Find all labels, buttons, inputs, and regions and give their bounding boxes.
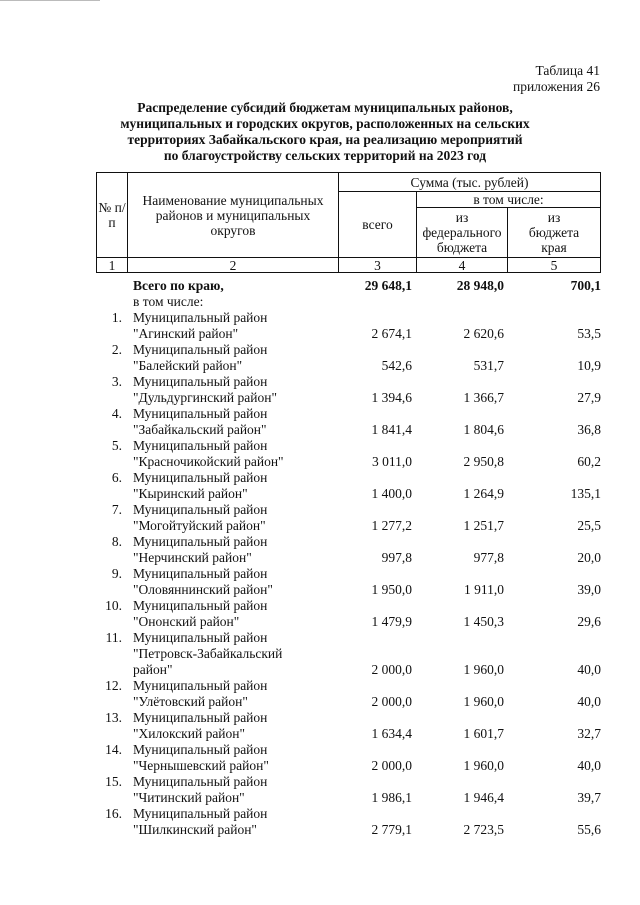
row-name: [133, 438, 333, 470]
row-name: [133, 310, 333, 342]
row-number: 5.: [111, 438, 122, 453]
row-number: 8.: [111, 534, 122, 549]
row-name-line-1: Муниципальный район: [133, 742, 268, 757]
row-total: 1 277,2: [371, 518, 412, 533]
row-regional: 135,1: [570, 486, 601, 501]
row-federal: 1 960,0: [463, 694, 504, 709]
row-total: 1 841,4: [371, 422, 412, 437]
row-federal: 2 723,5: [463, 822, 504, 837]
row-name-line-1: Муниципальный район: [133, 566, 268, 581]
row-federal: 531,7: [473, 358, 504, 373]
row-name-line-2: "Нерчинский район": [133, 550, 252, 565]
row-federal: 1 960,0: [463, 758, 504, 773]
row-name: [133, 566, 333, 598]
row-name: [133, 502, 333, 534]
row-name-line-3: район": [133, 662, 173, 677]
row-name-line-2: "Петровск-Забайкальский: [133, 646, 283, 661]
row-name-line-2: "Ононский район": [133, 614, 240, 629]
row-federal: 1 946,4: [463, 790, 504, 805]
row-number: 1.: [111, 310, 122, 325]
row-name-line-2: "Кыринский район": [133, 486, 248, 501]
row-name-line-1: Муниципальный район: [133, 774, 268, 789]
row-name-line-2: "Могойтуйский район": [133, 518, 266, 533]
header-index-3: 3: [374, 257, 381, 273]
row-total: 2 000,0: [371, 758, 412, 773]
row-total: 997,8: [381, 550, 412, 565]
row-federal: 1 804,6: [463, 422, 504, 437]
row-name-line-1: Муниципальный район: [133, 374, 268, 389]
row-federal: 977,8: [473, 550, 504, 565]
row-number: 6.: [111, 470, 122, 485]
row-name-line-2: "Забайкальский район": [133, 422, 267, 437]
totals-regional: 700,1: [570, 278, 601, 293]
row-number: 16.: [105, 806, 122, 821]
row-name: [133, 630, 333, 678]
row-regional: 20,0: [577, 550, 601, 565]
row-name-line-1: Муниципальный район: [133, 470, 268, 485]
row-total: 1 479,9: [371, 614, 412, 629]
row-regional: 40,0: [577, 694, 601, 709]
row-regional: 55,6: [577, 822, 601, 837]
row-number: 9.: [111, 566, 122, 581]
row-name-line-1: Муниципальный район: [133, 630, 268, 645]
row-name-line-1: Муниципальный район: [133, 678, 268, 693]
row-number: 3.: [111, 374, 122, 389]
totals-federal: 28 948,0: [456, 278, 504, 293]
row-name: [133, 774, 333, 806]
row-regional: 36,8: [577, 422, 601, 437]
title-line-1: Распределение субсидий бюджетам муниципальных районов,: [137, 100, 513, 115]
totals-total: 29 648,1: [364, 278, 412, 293]
header-including: в том числе:: [473, 192, 544, 207]
row-name: [133, 806, 333, 838]
row-federal: 2 620,6: [463, 326, 504, 341]
table-header: [96, 172, 601, 273]
row-regional: 53,5: [577, 326, 601, 341]
header-index-4: 4: [458, 257, 466, 273]
row-federal: 1 450,3: [463, 614, 504, 629]
title-line-4: по благоустройству сельских территорий на 2023 год: [163, 148, 487, 163]
row-name-line-2: "Шилкинский район": [133, 822, 257, 837]
row-name: [133, 678, 333, 710]
row-federal: 1 251,7: [463, 518, 504, 533]
row-name-line-2: "Чернышевский район": [133, 758, 269, 773]
row-regional: 39,7: [577, 790, 601, 805]
row-federal: 1 960,0: [463, 662, 504, 677]
row-name-line-1: Муниципальный район: [133, 438, 268, 453]
scan-border-mark: [0, 0, 100, 7]
row-total: 2 779,1: [371, 822, 412, 837]
header-index-5: 5: [550, 257, 558, 273]
row-name-line-2: "Агинский район": [133, 326, 239, 341]
header-index-2: 2: [229, 257, 237, 273]
row-name-line-2: "Улётовский район": [133, 694, 248, 709]
row-regional: 27,9: [577, 390, 601, 405]
row-federal: 1 601,7: [463, 726, 504, 741]
row-name-line-1: Муниципальный район: [133, 406, 268, 421]
row-number: 13.: [105, 710, 122, 725]
row-federal: 1 264,9: [463, 486, 504, 501]
row-name: [133, 710, 333, 742]
row-name: [133, 406, 333, 438]
row-name: [133, 470, 333, 502]
row-name: [133, 534, 333, 566]
header-name: Наименование муниципальных районов и муниципальных округов: [142, 192, 324, 238]
row-regional: 40,0: [577, 662, 601, 677]
row-name-line-2: "Хилокский район": [133, 726, 246, 741]
row-number: 7.: [111, 502, 122, 517]
row-name-line-2: "Оловяннинский район": [133, 582, 273, 597]
row-name: [133, 342, 333, 374]
row-regional: 39,0: [577, 582, 601, 597]
row-name-line-2: "Красночикойский район": [133, 454, 284, 469]
header-total: всего: [362, 217, 393, 232]
header-federal: из федерального бюджета: [422, 210, 502, 255]
row-number: 12.: [105, 678, 122, 693]
row-total: 1 950,0: [371, 582, 412, 597]
header-sum: Сумма (тыс. рублей): [410, 174, 529, 190]
row-name-line-1: Муниципальный район: [133, 310, 268, 325]
row-name: [133, 374, 333, 406]
row-name-line-1: Муниципальный район: [133, 806, 268, 821]
row-number: 15.: [105, 774, 122, 789]
row-regional: 60,2: [577, 454, 601, 469]
row-name-line-1: Муниципальный район: [133, 534, 268, 549]
row-name: [133, 598, 333, 630]
row-name-line-1: Муниципальный район: [133, 342, 268, 357]
row-name-line-1: Муниципальный район: [133, 598, 268, 613]
row-name-line-2: "Балейский район": [133, 358, 243, 373]
row-name-line-1: Муниципальный район: [133, 710, 268, 725]
row-number: 10.: [105, 598, 122, 613]
row-regional: 10,9: [577, 358, 601, 373]
header-num: № п/п: [98, 200, 126, 230]
document-title: [90, 100, 560, 164]
totals-sub-label: в том числе:: [133, 294, 204, 309]
row-total: 3 011,0: [372, 454, 412, 469]
row-federal: 2 950,8: [463, 454, 504, 469]
row-total: 1 400,0: [371, 486, 412, 501]
row-total: 1 634,4: [371, 726, 412, 741]
title-line-2: муниципальных и городских округов, расположенных на сельских: [120, 116, 530, 131]
row-regional: 32,7: [577, 726, 601, 741]
row-regional: 40,0: [577, 758, 601, 773]
row-regional: 25,5: [577, 518, 601, 533]
appendix-number: приложения 26: [512, 79, 600, 94]
table-reference: [513, 63, 600, 95]
row-total: 2 000,0: [371, 662, 412, 677]
row-total: 2 674,1: [371, 326, 412, 341]
table-number: Таблица 41: [535, 63, 600, 78]
row-federal: 1 911,0: [464, 582, 504, 597]
header-index-1: 1: [108, 257, 116, 273]
row-number: 2.: [111, 342, 122, 357]
row-name-line-1: Муниципальный район: [133, 502, 268, 517]
row-total: 1 394,6: [371, 390, 412, 405]
row-number: 14.: [105, 742, 122, 757]
row-number: 11.: [105, 630, 122, 645]
totals-label: Всего по краю,: [133, 278, 224, 293]
row-name-line-2: "Читинский район": [133, 790, 245, 805]
header-regional: из бюджета края: [528, 210, 580, 255]
row-regional: 29,6: [577, 614, 601, 629]
title-line-3: территориях Забайкальского края, на реализацию мероприятий: [127, 132, 523, 147]
row-total: 1 986,1: [371, 790, 412, 805]
row-name: [133, 742, 333, 774]
row-federal: 1 366,7: [463, 390, 504, 405]
row-total: 2 000,0: [371, 694, 412, 709]
row-name-line-2: "Дульдургинский район": [133, 390, 277, 405]
row-number: 4.: [111, 406, 122, 421]
row-total: 542,6: [381, 358, 412, 373]
